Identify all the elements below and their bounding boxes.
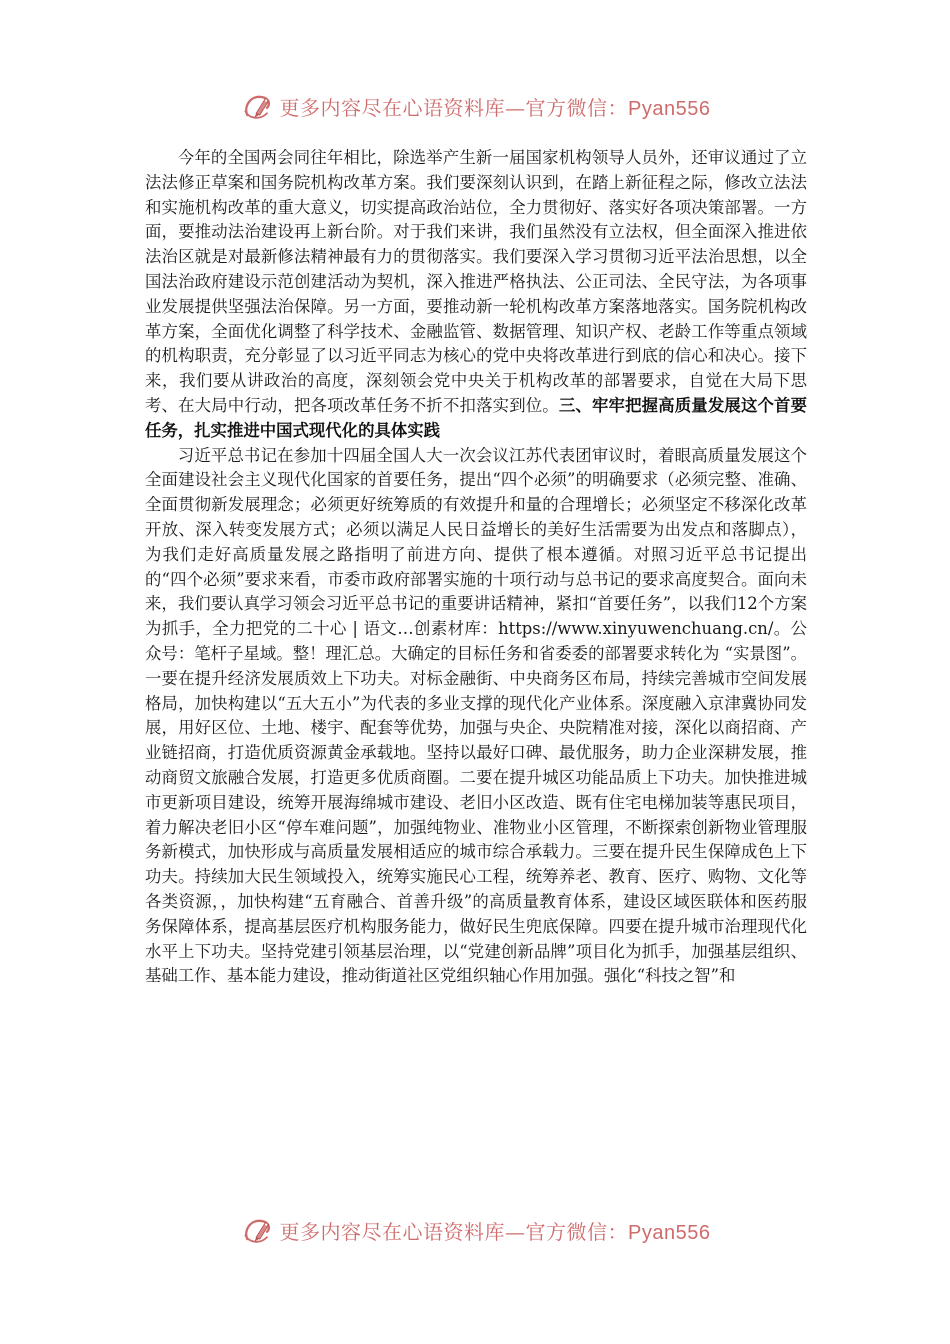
header-watermark-banner (0, 86, 950, 126)
pen-nib-swirl-icon (240, 88, 276, 124)
paragraph-1-text: 今年的全国两会同往年相比，除选举产生新一届国家机构领导人员外，还审议通过了立法法修正草案和国务院机构改革方案。我们要深刻认识到，在踏上新征程之际，修改立法法和实施机构改革的重大意义，切实提高政治站位，全力贯彻好、落实好各项决策部署。一方面，要推动法治建设再上新台阶。对于我们来讲，我们虽然没有立法权，但全面深入推进依法治区就是对最新修法精神最有力的贯彻落实。我们要深入学习贯彻习近平法治思想，以全国法治政府建设示范创建活动为契机，深入推进严格执法、公正司法、全民守法，为各项事业发展提供坚强法治保障。另一方面，要推动新一轮机构改革方案落地落实。国务院机构改革方案，全面优化调整了科学技术、金融监管、数据管理、知识产权、老龄工作等重点领域的机构职责，充分彰显了以习近平同志为核心的党中央将改革进行到底的信心和决心。接下来，我们要从讲政治的高度，深刻领会党中央关于机构改革的部署要求，自觉在大局下思考、在大局中行动，把各项改革任务不折不扣落实到位。 (145, 148, 807, 415)
footer-banner-wechat: Pyan556 (628, 1221, 711, 1244)
section-heading-3: 三、牢牢把握高质量发展这个首要任务，扎实推进中国式现代化的具体实践 (145, 395, 808, 440)
paragraph-2: 习近平总书记在参加十四届全国人大一次会议江苏代表团审议时，着眼高质量发展这个全面建设社会主义现代化国家的首要任务，提出“四个必须”的明确要求（必须完整、准确、全面贯彻新发展理念；必须更好统筹质的有效提升和量的合理增长；必须坚定不移深化改革开放、深入转变发展方式；必须以满足人民日益增长的美好生活需要为出发点和落脚点），为我们走好高质量发展之路指明了前进方向、提供了根本遵循。对照习近平总书记提出的“四个必须”要求来看，市委市政府部署实施的十项行动与总书记的要求高度契合。面向未来，我们要认真学习领会习近平总书记的重要讲话精神，紧扣“首要任务”，以我们12个方案为抓手，全力把党的二十心 | 语文…创素材库：https://www.xinyuwenchuang.cn/。公众号：笔杆子星域。整！理汇总。大确定的目标任务和省委委的部署要求转化为 “实景图”。一要在提升经济发展质效上下功夫。对标金融街、中央商务区布局，持续完善城市空间发展格局，加快构建以“五大五小”为代表的多业支撑的现代化产业体系。深度融入京津冀协同发展，用好区位、土地、楼宇、配套等优势，加强与央企、央院精准对接，深化以商招商、产业链招商，打造优质资源黄金承载地。坚持以最好口碑、最优服务，助力企业深耕发展，推动商贸文旅融合发展，打造更多优质商圈。二要在提升城区功能品质上下功夫。加快推进城市更新项目建设，统筹开展海绵城市建设、老旧小区改造、既有住宅电梯加装等惠民项目，着力解决老旧小区“停车难问题”，加强纯物业、准物业小区管理，不断探索创新物业管理服务新模式，加快形成与高质量发展相适应的城市综合承载力。三要在提升民生保障成色上下功夫。持续加大民生领域投入，统筹实施民心工程，统筹养老、教育、医疗、购物、文化等各类资源，，加快构建“五育融合、首善升级”的高质量教育体系，建设区域医联体和医药服务保障体系，提高基层医疗机构服务能力，做好民生兜底保障。四要在提升城市治理现代化水平上下功夫。坚持党建引领基层治理，以“党建创新品牌”项目化为抓手，加强基层组织、基础工作、基本能力建设，推动街道社区党组织轴心作用加强。强化“科技之智”和 (145, 445, 807, 986)
footer-banner-label: 更多内容尽在心语资料库—官方微信： (279, 1219, 629, 1244)
pen-nib-swirl-icon (240, 1212, 276, 1248)
footer-banner-text (280, 1216, 711, 1245)
footer-watermark-banner (0, 1210, 950, 1250)
header-banner-label: 更多内容尽在心语资料库—官方微信： (279, 95, 629, 120)
document-body (145, 146, 807, 989)
paragraph-1 (145, 146, 807, 444)
header-banner-text (280, 92, 711, 121)
header-banner-wechat: Pyan556 (628, 97, 711, 120)
